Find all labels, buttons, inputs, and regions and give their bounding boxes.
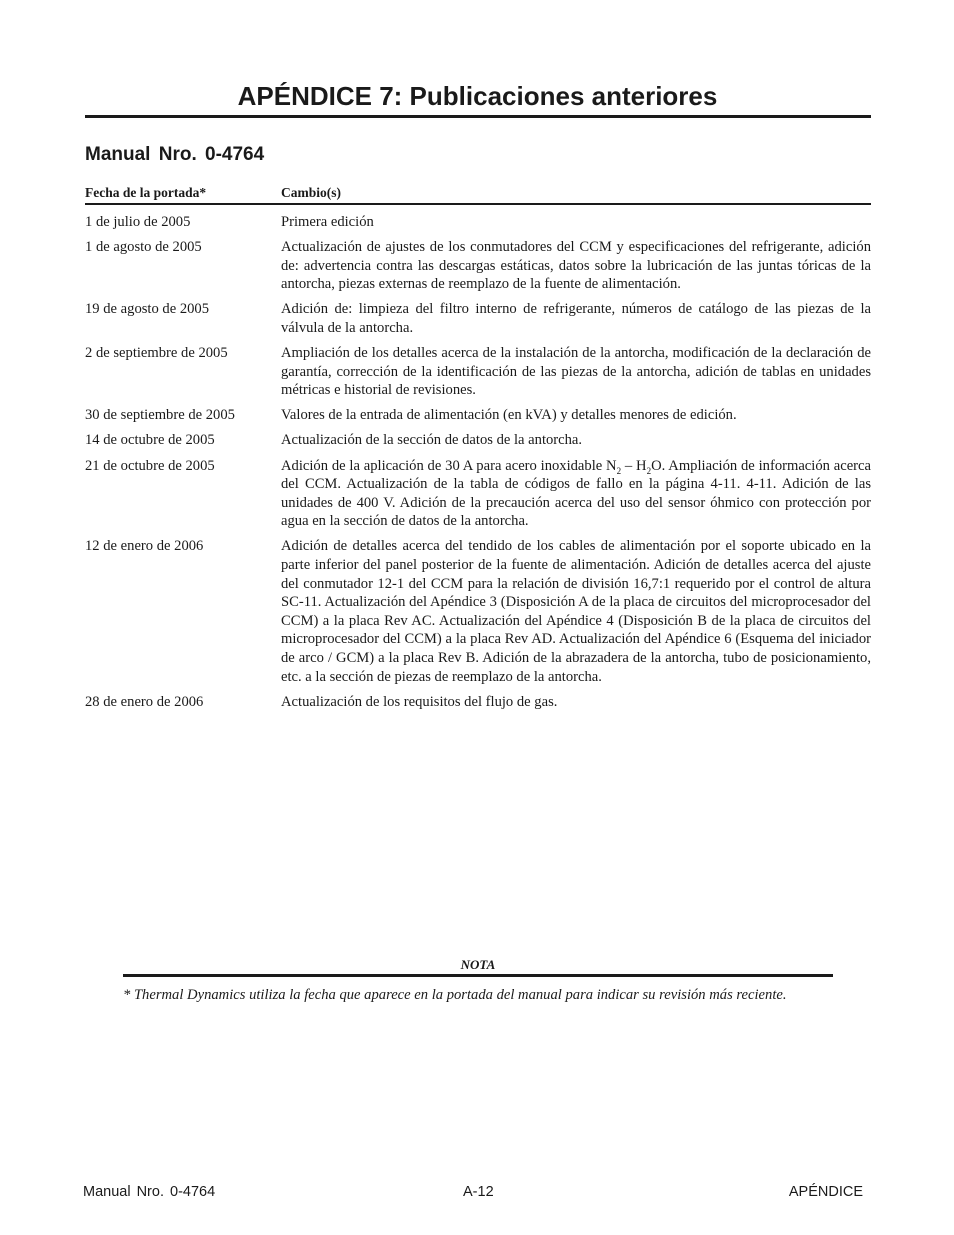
column-header-date: Fecha de la portada*: [85, 185, 207, 200]
table-row: [85, 431, 871, 450]
column-header-change: Cambio(s): [281, 185, 341, 200]
title-divider: [85, 115, 871, 118]
page-title: APÉNDICE 7: Publicaciones anteriores: [237, 81, 718, 111]
row-change: Primera edición: [281, 214, 374, 230]
note-text: * Thermal Dynamics utiliza la fecha que aparece en la portada del manual para indicar su revisión más reciente.: [123, 987, 787, 1003]
row-date: 19 de agosto de 2005: [85, 301, 210, 318]
table-row: [85, 693, 871, 712]
table-row: [85, 457, 871, 531]
row-change: Adición de detalles acerca del tendido de los cables de alimentación por el soporte ubicado en la parte inferior del panel posterior de la fuente de alimentación. Adición de detalles acerca del ajuste del conmutador 12-1 del CCM para la relación de división 16,7:1 requerido por el control de altura SC-11. Actualización del Apéndice 3 (Disposición A de la placa de circuitos del microprocesador del CCM) a la placa Rev AC. Actualización del Apéndice 4 (Disposición B de la placa de circuitos del microprocesador del CCM) a la placa Rev AD. Actualización del Apéndice 6 (Esquema del iniciador de arco / GCM) a la placa Rev B. Adición de la abrazadera de la antorcha, tubo de posicionamiento, etc. a la sección de piezas de reemplazo de la antorcha.: [281, 538, 871, 685]
row-date: 30 de septiembre de 2005: [85, 407, 235, 424]
row-change-part-1: Adición de la aplicación de 30 A para acero inoxidable N: [281, 457, 617, 474]
table-row: [85, 300, 871, 337]
revision-table: [85, 213, 871, 718]
row-change: Ampliación de los detalles acerca de la instalación de la antorcha, modificación de la declaración de garantía, corrección de la identificación de las piezas de la antorcha, adición de tablas en unidades métricas e historial de revisiones.: [281, 345, 871, 399]
footer-manual-number: Manual Nro. 0-4764: [83, 1184, 216, 1200]
footer-section: APÉNDICE: [788, 1184, 863, 1200]
row-date: 1 de julio de 2005: [85, 214, 191, 230]
row-change-part-3: O. Ampliación de información acerca del CCM. Actualización de la tabla de códigos de fallo en la página 4-11. 4-11. Adición de las unidades de 400 V. Adición de la precaución acerca del uso del sensor óhmico con protección por agua en la sección de datos de la antorcha.: [281, 457, 871, 530]
row-change: Valores de la entrada de alimentación (en kVA) y detalles menores de edición.: [281, 407, 737, 424]
row-date: 2 de septiembre de 2005: [85, 345, 228, 362]
row-change: Adición de: limpieza del filtro interno de refrigerante, números de catálogo de las piezas de la válvula de la antorcha.: [281, 301, 871, 336]
row-date: 21 de octubre de 2005: [85, 457, 215, 474]
subscript-2: 2: [616, 465, 622, 476]
row-change: [281, 457, 871, 531]
row-date: 1 de agosto de 2005: [85, 239, 202, 256]
row-date: 12 de enero de 2006: [85, 538, 204, 555]
table-row: [85, 213, 871, 232]
row-change: Actualización de ajustes de los conmutadores del CCM y especificaciones del refrigerante, adición de: advertencia contra las descargas estáticas, datos sobre la lubricación de las juntas tóricas de la antorcha, piezas externas de reemplazo de la fuente de alimentación.: [281, 239, 871, 293]
table-row: [85, 238, 871, 294]
table-header-divider: [85, 203, 871, 205]
row-date: 28 de enero de 2006: [85, 693, 204, 710]
row-change: Actualización de los requisitos del flujo de gas.: [281, 693, 558, 710]
manual-number-heading: Manual Nro. 0-4764: [85, 144, 265, 165]
subscript-2: 2: [646, 465, 652, 476]
note-label: NOTA: [460, 957, 496, 972]
table-row: [85, 344, 871, 400]
row-date: 14 de octubre de 2005: [85, 432, 215, 449]
note-divider: [123, 974, 833, 977]
row-change-part-2: – H: [621, 457, 647, 474]
table-row: [85, 537, 871, 686]
footer-page-number: A-12: [463, 1184, 494, 1200]
table-row: [85, 406, 871, 425]
row-change: Actualización de la sección de datos de la antorcha.: [281, 432, 583, 449]
